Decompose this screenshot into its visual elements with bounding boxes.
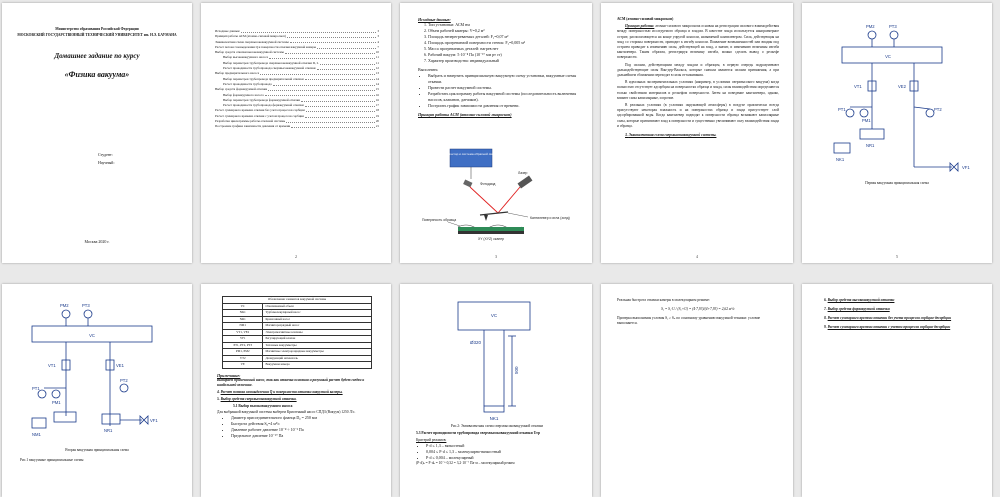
paragraph-1: атомно-силового микроскопа основан на регистрации силового взаимодействия между поверхностью исследуемого образца и зондом. В качестве зонда используется наноразмерное острие, располагающееся на конце упругой консоли, называемой кантилевером. Сила, действующая на зонд со стороны поверхности, приводит к изгибу консоли. Появление возвышенностей или впадин под острием приводит к изменению силы, действующей на зонд, а значит, и изменению величины изгиба кантилевера. Таким образом, регистрируя величину изгиба, можно сделать вывод о рельефе поверхности. (617, 24, 780, 60)
toc-list (201, 3, 391, 130)
gauge-pt2 (926, 109, 934, 117)
pump-flange (484, 406, 504, 412)
page-2-toc (201, 3, 391, 263)
figure-1-caption: Рис.1 вакуумные принципиальные схемы (20, 458, 84, 462)
svg-text:VC: VC (885, 54, 891, 59)
scheme-2-caption: Вторая вакуумная принципиальная схема (65, 448, 129, 452)
afm-heading: Принцип работы АСМ (атомно-силовой микроскоп) (418, 111, 512, 117)
toc-item-title: Принцип работы АСМ (атомно-силовой микроскоп) (215, 34, 286, 39)
criteria-item: • P·d ≤ 0,004 – молекулярный (426, 455, 578, 461)
page-number: 3 (495, 254, 497, 259)
toc-item-page: 19 (375, 113, 379, 118)
toc-leader (301, 98, 375, 102)
toc-item-page: 17 (375, 103, 379, 108)
gauge-pt1 (846, 109, 854, 117)
initial-data-item: 2. Объем рабочей камеры: V=0,2 м³ (428, 28, 578, 34)
toc-item-title: Выбор предварительного насоса (215, 71, 260, 76)
toc-leader (317, 45, 376, 49)
legend-code: NM1 (223, 323, 263, 330)
svg-text:PM2: PM2 (866, 24, 875, 29)
legend-code: VT1, VE2 (223, 329, 263, 336)
page-number: 5 (896, 254, 898, 259)
legend-description: Тепловые вакуумметры (263, 342, 372, 349)
svg-text:NR1: NR1 (104, 428, 113, 433)
paragraph-2: Под силами, действующими между зондом и образцом, в первую очередь подразумевают дальнодействующие силы Ван-дер-Ваальса, которые сначала являются силами притяжения, а при дальнейшем сближении переходят в силы отталкивания. (617, 62, 779, 78)
svg-text:PT3: PT3 (82, 303, 90, 308)
scheme-1-caption: Первая вакуумная принципиальная схема (865, 181, 929, 185)
svg-text:NK1: NK1 (836, 157, 845, 162)
legend-description: Откачиваемый объем (263, 303, 372, 310)
toc-item-title: Выбор параметров трубопровода форвакуумной откачки (223, 97, 301, 102)
toc-item-title: Построение графика зависимости давления от времени (215, 124, 291, 129)
svg-text:NR1: NR1 (866, 143, 875, 148)
toc-item-page: 10 (375, 50, 379, 55)
gauge-pt3 (890, 31, 898, 39)
laser-label: Лазер (518, 171, 528, 175)
section-item (824, 316, 978, 321)
section-item (824, 298, 978, 303)
svg-text:PM2: PM2 (60, 303, 69, 308)
scanner-label: XY (XYZ) сканер (478, 237, 504, 241)
toc-item-title: Расчет потока газовыделения Q и поверхности откачки вакуумной камеры (215, 44, 317, 49)
toc-item-title: Исходные данные: (215, 29, 241, 33)
toc-item-page: 14 (375, 76, 379, 81)
toc-item-title: Выбор параметров трубопровода сверхвысоковакуумной откачки D, L (223, 60, 319, 65)
reflected-beam (470, 187, 498, 213)
scanner-shape (458, 231, 524, 234)
svg-text:PM1: PM1 (862, 118, 871, 123)
toc-item-page: 11 (375, 60, 379, 65)
initial-data-item: 1. Тип установки: АСМ нм (428, 22, 578, 28)
toc-leader (241, 29, 376, 33)
toc-item-title: Расчет проводимости трубопровода сверхвысоковакуумной откачки (223, 66, 316, 71)
svg-text:VC: VC (89, 333, 95, 338)
initial-heading: Исходные данные: (418, 17, 451, 22)
city-year: Москва 2020 г. (84, 239, 110, 244)
section-item (824, 325, 978, 330)
vacuum-scheme-1 (802, 17, 992, 177)
page-9-calc (601, 284, 793, 497)
svg-text:VE1: VE1 (116, 363, 124, 368)
toc-item-title: Выбор средств откачки высоковакуумной системы (215, 50, 284, 55)
toc-leader (305, 77, 375, 81)
laser-beam (498, 187, 520, 213)
figure-2-caption: Рис.2: Эквивалентная схема сверхвысоковакуумной откачки (450, 424, 544, 428)
svg-text:500: 500 (514, 366, 519, 374)
vacuum-scheme-2 (2, 296, 192, 446)
toc-leader (287, 34, 377, 38)
toc-item-page: 4 (377, 39, 379, 44)
toc-item-title: Расчет суммарного времени откачки с учетом процессов сорбции (215, 113, 304, 118)
advisor-label: Научный: (98, 160, 115, 165)
toc-leader (291, 124, 375, 128)
svg-text:VC: VC (490, 313, 498, 318)
toc-leader (286, 119, 374, 123)
section-heading: 5.3 Расчет проводимости трубопровода сверхвысоковакуумной откачки Uтр (416, 431, 540, 435)
legend-code: VT2 (223, 355, 263, 362)
toc-item-title: Эквивалентная схема сверхвысоковакуумной системы (215, 39, 289, 44)
item-5: 5. Выбор средств сверхвысоковакуумной откачки. (217, 396, 297, 401)
toc-item-page: 16 (375, 92, 379, 97)
legend-table (222, 296, 372, 369)
svg-text:VF1: VF1 (962, 165, 970, 170)
pipeline-scheme (400, 292, 592, 422)
toc-item-page: 3 (377, 34, 379, 39)
svg-text:VT1: VT1 (854, 84, 862, 89)
toc-leader (285, 50, 375, 54)
page-10-sections (802, 284, 992, 497)
toc-leader (268, 87, 375, 91)
section-item-number: 7. (824, 307, 827, 311)
toc-item-title: Выбор средств форвакуумной откачки (215, 87, 268, 92)
calc-line-2: Проверка выполнения условия Sₒ ≥ Sₙ по основному уравнению вакуумной техники: условие выполняется. (617, 316, 761, 325)
cantilever-label: Кантилевер и игла (зонд) (530, 216, 570, 220)
tip-shape (484, 215, 488, 221)
legend-code: NR1 (223, 316, 263, 323)
section-item-number: 9. (824, 325, 827, 329)
legend-table-title: Обозначение элементов вакуумной системы (223, 297, 372, 304)
toc-leader (317, 66, 375, 70)
toc-leader (265, 93, 375, 97)
criteria-list (416, 443, 578, 461)
toc-item-page: 13 (375, 71, 379, 76)
heading: Домашнее задание по курсу (54, 52, 140, 60)
svg-text:VF1: VF1 (150, 418, 158, 423)
afm-diagram (400, 141, 592, 251)
pump-spec-item: • Быстрота действия S₀=4 м³/с (231, 421, 377, 427)
svg-text:PT2: PT2 (120, 378, 128, 383)
toc-item-page: 11 (375, 55, 379, 60)
calc-line-1: Реальная быстрота откачки камеры в молекулярном режиме: (617, 298, 711, 302)
toc-leader (305, 103, 375, 107)
pump-nr1 (860, 129, 884, 139)
toc-item[interactable] (215, 124, 379, 129)
initial-data-item: 7. Характер производства: индивидуальный (428, 58, 578, 64)
toc-item-title: Выбор высоковакуумного насоса (223, 55, 269, 60)
execute-item: • Выбрать и начертить принципиальную вакуумную схему установки, вакуумные схемы откачки. (428, 73, 578, 85)
toc-item-title: Расчет проводимости трубопровода форвакуумной откачки (223, 103, 304, 108)
university-name: МОСКОВСКИЙ ГОСУДАРСТВЕННЫЙ ТЕХНИЧЕСКИЙ УНИВЕРСИТЕТ им. Н.Э. БАУМАНА (17, 33, 177, 37)
criteria-heading: Критерий режимов: (416, 438, 447, 442)
page-7-legend (201, 284, 391, 497)
toc-leader (269, 55, 375, 59)
gauge-pm1 (860, 109, 868, 117)
initial-data-list (418, 22, 578, 64)
toc-item-page: 3 (377, 29, 379, 33)
svg-text:PT2: PT2 (934, 107, 942, 112)
legend-code: PT1, PT2, PT3 (223, 342, 263, 349)
svg-text:NM1: NM1 (32, 432, 41, 437)
svg-text:Ø320: Ø320 (470, 340, 482, 345)
execute-item: • Провести расчет вакуумной системы. (428, 85, 578, 91)
legend-description: Магнитные электроразрядные вакуумметры (263, 349, 372, 356)
section-item-number: 6. (824, 298, 827, 302)
legend-description: Регулирующий клапан (263, 336, 372, 343)
pump-nk1 (834, 143, 850, 153)
section-item-text: Расчет суммарного времени откачки без учета процессов сорбции-десорбции (827, 316, 952, 320)
item-4: 4. Расчет потока газовыделения Q и поверхности откачки вакуумной камеры. (217, 389, 343, 394)
page-1-title (2, 3, 192, 263)
page-8-pipeline (400, 284, 592, 497)
svg-text:NK1: NK1 (489, 416, 499, 421)
toc-item-title: Расчет суммарного времени откачки без учета процессов сорбции (215, 108, 305, 113)
section-item-text: Расчет суммарного времени откачки с учетом процессов сорбции-десорбции (827, 325, 951, 329)
pump-spec-item: • Предельное давление 10⁻¹⁰ Па (231, 433, 377, 439)
pump-specs (217, 415, 377, 439)
subsection-text: Для выбранной вакуумной системы выберем Криогенный насос СПДЗ (Вакуум) 1250 Л/с. (217, 409, 356, 414)
section-item-number: 8. (824, 316, 827, 320)
initial-data-item: 3. Площадь неперегреваемых деталей: F₁=0,07 м² (428, 34, 578, 40)
pump-spec-item: • Давление рабочее давление 10⁻⁸ ÷ 10⁻³ Па (231, 427, 377, 433)
toc-leader (305, 114, 375, 118)
toc-item-page: 20 (375, 119, 379, 124)
toc-item-page: 12 (375, 66, 379, 71)
course-title: «Физика вакуума» (64, 70, 130, 79)
execute-label: Выполнить: (418, 67, 439, 73)
page-number: 4 (696, 254, 698, 259)
execute-list (418, 73, 578, 109)
toc-leader (260, 71, 375, 75)
ministry-text: Министерство образования Российской Федерации (55, 27, 139, 31)
toc-item-page: 14 (375, 81, 379, 86)
cantilever-shape (480, 212, 508, 215)
laser-shape (518, 176, 533, 189)
principle-lead: Принцип работы: (625, 24, 655, 29)
toc-item-title: Расчет проводимости трубопровода (223, 81, 272, 86)
paragraph-3: В идеальных экспериментальных условиях (например, в условиях сверхвысокого вакуума) когда полностью отсутствует адсорбция на поверхностях образца и зонда, силы взаимодействия определяются только свойствами материалов и рельефом поверхности. Затем на поведение кантилевера, однако, влияют силы капиллярные, и прочие. (617, 80, 779, 100)
execute-item: • Построить график зависимости давления от времени. (428, 103, 578, 109)
legend-code: VF1 (223, 336, 263, 343)
legend-description: Криогенный насос (263, 316, 372, 323)
toc-item-page: 7 (377, 44, 379, 49)
toc-item-title: Выбор форвакуумного насоса (223, 92, 264, 97)
detector-label: Детектор и система обратной связи (445, 152, 497, 156)
student-label: Студент: (98, 152, 113, 157)
legend-description: Дозирующий натекатель (263, 355, 372, 362)
page-4-afm-text (601, 3, 793, 263)
toc-item-page: 15 (375, 87, 379, 92)
list-item-3: 3. Эквивалентная схема сверхвысоковакуумной системы. (625, 133, 717, 138)
legend-description: Магниторазрядный насос (263, 323, 372, 330)
note-heading: Примечание: (217, 372, 241, 378)
svg-text:VE2: VE2 (898, 84, 906, 89)
svg-text:PM1: PM1 (52, 400, 61, 405)
legend-description: Вакуумная камера (263, 362, 372, 369)
toc-item-page: 21 (375, 124, 379, 129)
page-5-scheme-1 (802, 3, 992, 263)
toc-leader (273, 82, 375, 86)
subsection-5-1: 5.1 Выбор высоковакуумного насоса (233, 403, 293, 408)
execute-item: • Разработать циклограмму работы вакуумной системы (последовательность включения насосов, клапанов, датчиков). (428, 91, 578, 103)
svg-text:PT3: PT3 (889, 24, 897, 29)
toc-leader (306, 108, 375, 112)
toc-leader (290, 40, 377, 44)
formula-line: (P·d)ₖ = P·dₖ = 10⁻⁶·0,32 = 3,2·10⁻⁷ Па·м – молекулярный режим (416, 461, 515, 465)
legend-code: PM1, PM2 (223, 349, 263, 356)
svg-text:VT1: VT1 (48, 363, 56, 368)
legend-code: VC (223, 303, 263, 310)
section-item-text: Выбор средств высоковакуумной откачки (827, 298, 895, 302)
toc-item-title: Разработка циклограммы работы откачной системы (215, 119, 286, 124)
photodiode-label: Фотодиод (480, 182, 496, 186)
toc-item-page: 16 (375, 97, 379, 102)
afm-title: АСМ (атомно-силовой микроскоп) (617, 17, 674, 21)
legend-description: Электромагнитные клапаны (263, 329, 372, 336)
pump-spec-item: • Диаметр присоединительного фланца D₀ = 250 мм (231, 415, 377, 421)
section-list (802, 284, 992, 330)
page-6-scheme-2 (2, 284, 192, 497)
page-3-initial-data (400, 3, 592, 263)
legend-description: Турбомолекулярный насос (263, 310, 372, 317)
chamber-vc (842, 47, 942, 63)
paragraph-4: В реальных условиях (в условиях окружающей атмосферы) в воздухе практически всегда присутствуют некоторая влажность и на поверхностях образца и зонда присутствует слой адсорбированной воды. Когда кантилевер подводят к поверхности образца возникают капиллярные силы, которые притягивают зонд к поверхности и существенно увеличивают силу взаимодействия зонда и образца. (617, 103, 779, 128)
page-number: 2 (295, 254, 297, 259)
svg-text:PT1: PT1 (32, 386, 40, 391)
photodiode-shape (463, 179, 472, 187)
section-item (824, 307, 978, 312)
criteria-item: • 0,004 ≤ P·d ≤ 1,3 – молекулярно-вязкостный (426, 449, 578, 455)
table-row (223, 362, 372, 369)
sample-surface-label: Поверхность образца (422, 218, 457, 222)
legend-code: NK1 (223, 310, 263, 317)
toc-item-page: 18 (375, 108, 379, 113)
note-text: Выбираем применимый насос, так как откачка основная и разумный расчет будет сведен к наибольшей величине. (217, 377, 365, 387)
sample-shape (458, 227, 524, 231)
initial-data-item: 4. Площадь прогреваемой поверхности стенок: F₂=0,005 м² (428, 40, 578, 46)
section-item-text: Выбор средств форвакуумной откачки (827, 307, 890, 311)
initial-data-item: 6. Рабочий вакуум: 5·10⁻⁸ Па (10⁻¹⁰ мм рт ст) (428, 52, 578, 58)
criteria-item: • P·d ≤ 1,3 – вязкостный (426, 443, 578, 449)
initial-data-item: 5. Масса прогреваемых деталей: нагрев нет (428, 46, 578, 52)
gauge-pm2 (868, 31, 876, 39)
toc-item-title: Выбор параметров трубопровода предварительной откачки (223, 76, 304, 81)
svg-text:PT1: PT1 (838, 107, 846, 112)
toc-leader (320, 61, 375, 65)
calc-formula: Sₒ = S₀·U / (S₀+U) = (4·7,93)/(4+7,93) = 2,62 м³/с (661, 307, 735, 311)
legend-code: VE (223, 362, 263, 369)
